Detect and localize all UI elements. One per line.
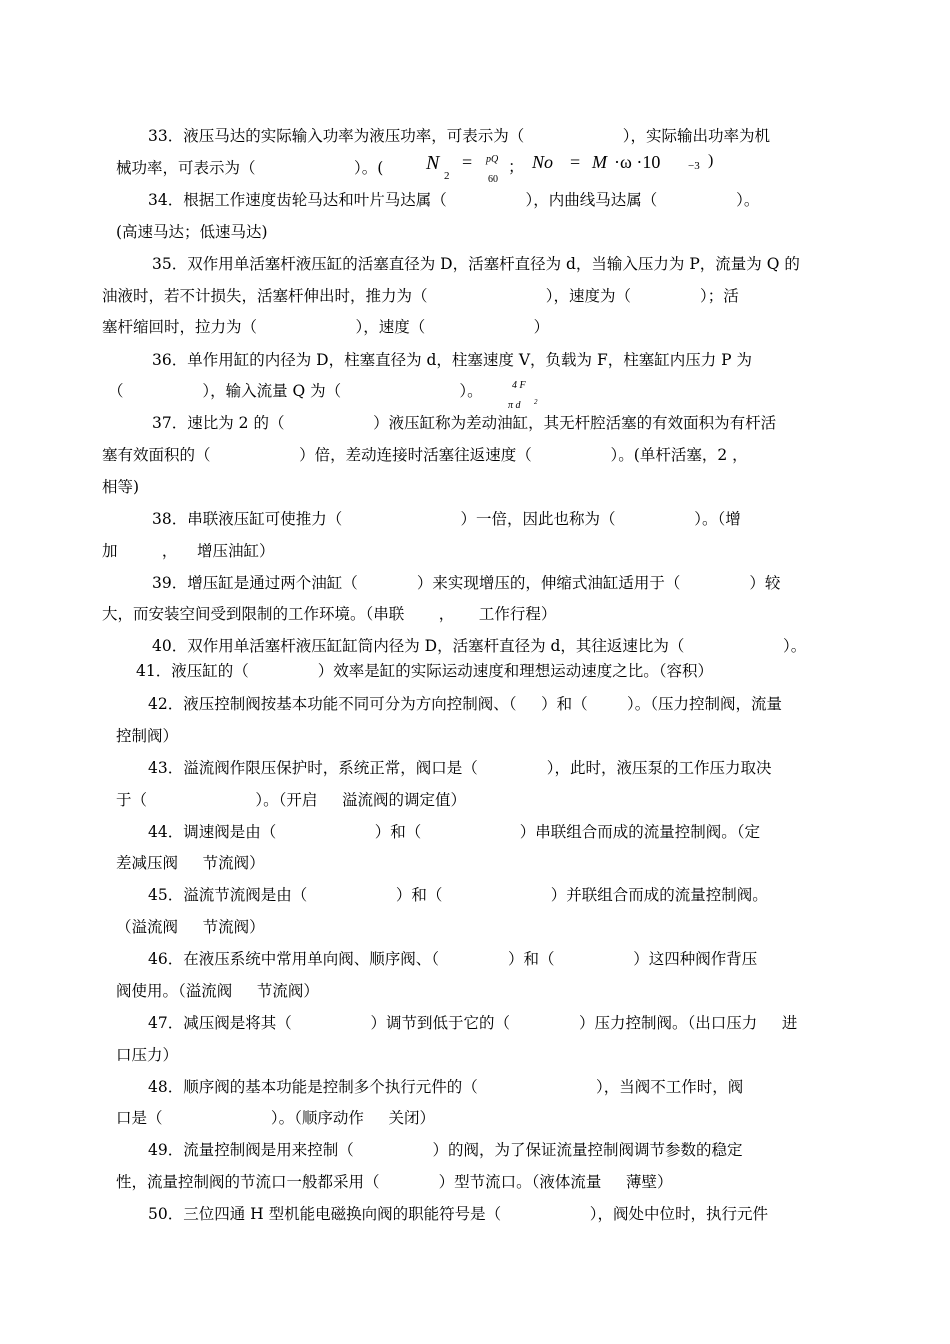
text-line-q48b: 口是（ ）。（顺序动作 关闭）	[116, 1109, 436, 1127]
formula-semi: ；	[508, 159, 525, 176]
text-line-q36b: （ ），输入流量 Q 为（ ）。	[108, 382, 483, 400]
text-line-q37a: 37．速比为 2 的（ ）液压缸称为差动油缸，其无杆腔活塞的有效面积为有杆活	[152, 414, 777, 432]
text-line-q33a: 33．液压马达的实际输入功率为液压功率，可表示为（ ），实际输出功率为机	[148, 127, 771, 145]
text-line-q47a: 47．减压阀是将其（ ）调节到低于它的（ ）压力控制阀。（出口压力 进	[148, 1014, 798, 1032]
formula-eq: =	[462, 152, 473, 172]
formula-36-num: 4 F	[512, 380, 526, 391]
text-line-q47b: 口压力）	[116, 1046, 179, 1064]
formula-num: pQ	[486, 154, 499, 165]
text-line-q35a: 35．双作用单活塞杆液压缸的活塞直径为 D，活塞杆直径为 d，当输入压力为 P，流量为 Q 的	[152, 255, 800, 273]
text-line-q48a: 48．顺序阀的基本功能是控制多个执行元件的（ ），当阀不工作时，阀	[148, 1078, 744, 1096]
text-line-q37b: 塞有效面积的（ ）倍，差动连接时活塞往返速度（ ）。(单杆活塞，2 ，	[102, 446, 748, 464]
text-line-q43b: 于（ ）。（开启 溢流阀的调定值）	[116, 791, 467, 809]
text-line-q42b: 控制阀）	[116, 727, 179, 745]
formula-36-den: π d	[508, 400, 521, 411]
text-line-q40: 40．双作用单活塞杆液压缸缸筒内径为 D，活塞杆直径为 d，其往返速比为（ ）。	[152, 637, 807, 655]
formula-n-sub: 2	[444, 170, 450, 182]
text-line-q44b: 差减压阀 节流阀）	[116, 854, 265, 872]
formula-eq2: =	[570, 152, 581, 172]
text-line-q49b: 性，流量控制阀的节流口一般都采用（ ）型节流口。（液体流量 薄壁）	[116, 1173, 673, 1191]
text-line-q45a: 45．溢流节流阀是由（ ）和（ ）并联组合而成的流量控制阀。	[148, 886, 768, 904]
text-line-q41: 41．液压缸的（ ）效率是缸的实际运动速度和理想运动速度之比。（容积）	[136, 662, 713, 680]
text-line-q37c: 相等)	[102, 478, 140, 496]
text-line-q33b: 械功率，可表示为（ ）。(	[116, 159, 384, 177]
formula-m: M	[592, 152, 607, 172]
text-line-q46a: 46．在液压系统中常用单向阀、顺序阀、（ ）和（ ）这四种阀作背压	[148, 950, 758, 968]
text-line-q50: 50．三位四通 H 型机能电磁换向阀的职能符号是（ ），阀处中位时，执行元件	[148, 1205, 769, 1223]
text-line-q38b: 加 ， 增压油缸）	[102, 542, 275, 560]
formula-q33	[426, 150, 726, 186]
text-line-q35c: 塞杆缩回时，拉力为（ ），速度（ ）	[102, 318, 550, 336]
text-line-q46b: 阀使用。（溢流阀 节流阀）	[116, 982, 319, 1000]
text-line-q34a: 34．根据工作速度齿轮马达和叶片马达属（ ），内曲线马达属（ ）。	[148, 191, 760, 209]
text-line-q44a: 44．调速阀是由（ ）和（ ）串联组合而成的流量控制阀。（定	[148, 823, 761, 841]
formula-close: )	[708, 152, 714, 169]
formula-n: N	[426, 152, 440, 174]
formula-36-den-exp: 2	[534, 398, 538, 406]
text-line-q36a: 36．单作用缸的内径为 D，柱塞直径为 d，柱塞速度 V，负载为 F，柱塞缸内压力 P 为	[152, 351, 753, 369]
text-line-q35b: 油液时，若不计损失，活塞杆伸出时，推力为（ ），速度为（ ）；活	[102, 287, 739, 305]
text-line-q43a: 43．溢流阀作限压保护时，系统正常，阀口是（ ），此时，液压泵的工作压力取决	[148, 759, 772, 777]
formula-q36	[508, 380, 558, 416]
formula-dot: ·ω ·10	[614, 152, 661, 172]
text-line-q45b: （溢流阀 节流阀）	[116, 918, 265, 936]
text-line-q49a: 49．流量控制阀是用来控制（ ）的阀，为了保证流量控制阀调节参数的稳定	[148, 1141, 743, 1159]
text-line-q42a: 42．液压控制阀按基本功能不同可分为方向控制阀、（ ）和（ ）。（压力控制阀，流量	[148, 695, 783, 713]
text-line-q34b: (高速马达；低速马达)	[116, 223, 268, 241]
formula-no: No	[532, 152, 554, 172]
formula-exp: −3	[688, 160, 700, 172]
text-line-q39b: 大，而安装空间受到限制的工作环境。（串联 ， 工作行程）	[102, 605, 557, 623]
formula-den: 60	[488, 174, 498, 185]
text-line-q39a: 39．增压缸是通过两个油缸（ ）来实现增压的，伸缩式油缸适用于（ ）较	[152, 574, 781, 592]
text-line-q38a: 38．串联液压缸可使推力（ ）一倍，因此也称为（ ）。（增	[152, 510, 741, 528]
